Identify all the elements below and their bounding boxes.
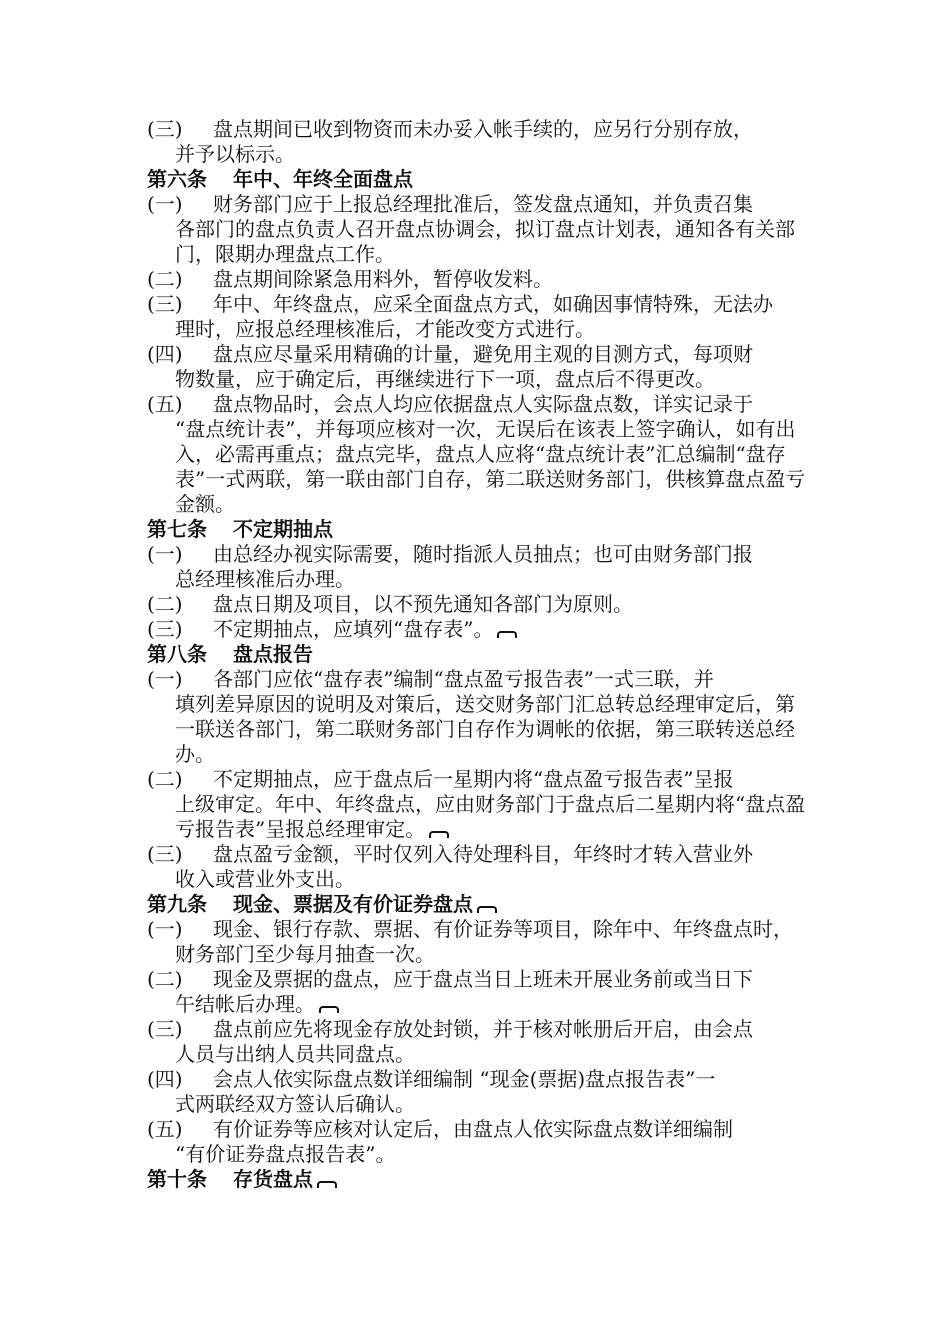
clause-first-line: [213, 1017, 807, 1042]
clause-first-line-text: 盘点前应先将现金存放处封锁，并于核对帐册后开启，由会点: [213, 1017, 753, 1041]
clause-continuation: [175, 142, 807, 167]
clause-number: (五): [147, 1117, 183, 1141]
clause-number: (二): [147, 967, 183, 991]
clause-number: (二): [147, 767, 183, 791]
clause-continuation: [175, 692, 807, 767]
clause-item: [147, 617, 807, 642]
clause-number: (二): [147, 592, 183, 616]
clause-continuation: [175, 1142, 807, 1167]
clause-text: [175, 342, 807, 392]
clause-number: (四): [147, 342, 183, 366]
clause-number: (四): [147, 1067, 183, 1091]
clause-first-line-text: 不定期抽点，应于盘点后一星期内将“盘点盈亏报告表”呈报: [213, 767, 734, 791]
clause-continuation-text: 人员与出纳人员共同盘点。: [175, 1042, 415, 1066]
clause-first-line: [213, 1117, 807, 1142]
clause-first-line: [213, 917, 807, 942]
field-mark-icon: [429, 831, 449, 838]
article-title: 年中、年终全面盘点: [233, 167, 413, 191]
clause-text: [213, 617, 807, 642]
clause-continuation-text: “有价证券盘点报告表”。: [175, 1142, 396, 1166]
clause-first-line: [213, 1067, 807, 1092]
clause-continuation: [175, 417, 807, 517]
article-heading: [147, 167, 807, 192]
clause-text: [175, 917, 807, 967]
clause-first-line: [213, 592, 807, 617]
clause-number: (一): [147, 542, 183, 566]
clause-continuation: [175, 317, 807, 342]
article-title: 不定期抽点: [233, 517, 333, 541]
article-heading: [147, 517, 807, 542]
clause-continuation: [175, 1042, 807, 1067]
clause-number: (三): [147, 617, 183, 641]
article-number: 第九条: [147, 892, 207, 916]
clause-number: (三): [147, 842, 183, 866]
clause-first-line: [213, 967, 807, 992]
clause-continuation: [175, 992, 807, 1017]
clause-text: [175, 192, 807, 267]
clause-continuation-text: 各部门的盘点负责人召开盘点协调会，拟订盘点计划表，通知各有关部门，限期办理盘点工作。: [175, 217, 795, 266]
article-title: 现金、票据及有价证券盘点: [233, 892, 473, 916]
clause-continuation-text: 并予以标示。: [175, 142, 295, 166]
clause-first-line-text: 盘点盈亏金额，平时仅列入待处理科目，年终时才转入营业外: [213, 842, 753, 866]
clause-number: (二): [147, 267, 183, 291]
article-heading: [147, 892, 807, 917]
clause-first-line: [213, 342, 807, 367]
field-mark-icon: [317, 1181, 337, 1188]
clause-first-line-text: 由总经办视实际需要，随时指派人员抽点；也可由财务部门报: [213, 542, 753, 566]
clause-number: (一): [147, 192, 183, 216]
clause-text: [175, 1067, 807, 1117]
clause-item: [147, 1117, 807, 1167]
clause-number: (三): [147, 1017, 183, 1041]
clause-item: [147, 342, 807, 392]
clause-item: [147, 917, 807, 967]
clause-first-line-text: 盘点日期及项目，以不预先通知各部门为原则。: [213, 592, 633, 616]
clause-first-line-text: 有价证券等应核对认定后，由盘点人依实际盘点数详细编制: [213, 1117, 733, 1141]
clause-text: [175, 967, 807, 1017]
clause-text: [175, 1117, 807, 1167]
clause-continuation-text: 午结帐后办理。: [175, 992, 315, 1016]
clause-first-line: [213, 117, 807, 142]
clause-text: [213, 592, 807, 617]
clause-first-line: [213, 617, 807, 642]
clause-item: [147, 1017, 807, 1067]
clause-first-line: [213, 842, 807, 867]
clause-item: [147, 842, 807, 892]
clause-continuation: [175, 567, 807, 592]
clause-item: [147, 292, 807, 342]
article-number: 第七条: [147, 517, 207, 541]
clause-first-line-text: 盘点物品时，会点人均应依据盘点人实际盘点数，详实记录于: [213, 392, 753, 416]
clause-number: (三): [147, 292, 183, 316]
clause-continuation: [175, 792, 807, 842]
clause-text: [175, 767, 807, 842]
clause-first-line: [213, 292, 807, 317]
clause-first-line-text: 年中、年终盘点，应采全面盘点方式，如确因事情特殊，无法办: [213, 292, 773, 316]
article-title: 存货盘点: [233, 1167, 313, 1191]
clause-text: [175, 842, 807, 892]
clause-text: [213, 267, 807, 292]
clause-text: [175, 117, 807, 167]
clause-first-line-text: 现金、银行存款、票据、有价证券等项目，除年中、年终盘点时，: [213, 917, 793, 941]
clause-item: [147, 767, 807, 842]
clause-continuation-text: 收入或营业外支出。: [175, 867, 355, 891]
clause-continuation-text: 财务部门至少每月抽查一次。: [175, 942, 435, 966]
clause-first-line: [213, 542, 807, 567]
clause-item: [147, 117, 807, 167]
clause-continuation-text: 上级审定。年中、年终盘点，应由财务部门于盘点后二星期内将“盘点盈亏报告表”呈报总经理审定。: [175, 792, 806, 841]
clause-continuation: [175, 867, 807, 892]
clause-continuation: [175, 217, 807, 267]
clause-continuation-text: 物数量，应于确定后，再继续进行下一项，盘点后不得更改。: [175, 367, 715, 391]
clause-number: (三): [147, 117, 183, 141]
article-title: 盘点报告: [233, 642, 313, 666]
article-heading: [147, 642, 807, 667]
clause-first-line: [213, 667, 807, 692]
clause-continuation-text: 理时，应报总经理核准后，才能改变方式进行。: [175, 317, 595, 341]
clause-text: [175, 1017, 807, 1067]
clause-number: (五): [147, 392, 183, 416]
clause-first-line: [213, 267, 807, 292]
clause-text: [175, 292, 807, 342]
clause-first-line: [213, 192, 807, 217]
clause-continuation-text: “盘点统计表”，并每项应核对一次，无误后在该表上签字确认，如有出入，必需再重点；盘点完毕，盘点人应将“盘点统计表”汇总编制“盘存表”一式两联，第一联由部门自存，第二联送财务部门，供核算盘点盈亏金额。: [175, 417, 806, 516]
clause-first-line-text: 财务部门应于上报总经理批准后，签发盘点通知，并负责召集: [213, 192, 753, 216]
article-number: 第八条: [147, 642, 207, 666]
clause-text: [175, 667, 807, 767]
document-body: [147, 117, 807, 1192]
article-number: 第十条: [147, 1167, 207, 1191]
clause-item: [147, 542, 807, 592]
clause-continuation: [175, 367, 807, 392]
clause-first-line-text: 盘点期间除紧急用料外，暂停收发料。: [213, 267, 553, 291]
clause-first-line-text: 各部门应依“盘存表”编制“盘点盈亏报告表”一式三联，并: [213, 667, 714, 691]
clause-continuation: [175, 1092, 807, 1117]
clause-text: [175, 392, 807, 517]
clause-first-line-text: 不定期抽点，应填列“盘存表”。: [213, 617, 494, 641]
clause-item: [147, 267, 807, 292]
clause-continuation-text: 填列差异原因的说明及对策后，送交财务部门汇总转总经理审定后，第一联送各部门，第二联财务部门自存作为调帐的依据，第三联转送总经办。: [175, 692, 795, 766]
clause-continuation-text: 式两联经双方签认后确认。: [175, 1092, 415, 1116]
clause-item: [147, 592, 807, 617]
clause-first-line-text: 现金及票据的盘点，应于盘点当日上班未开展业务前或当日下: [213, 967, 753, 991]
field-mark-icon: [319, 1006, 339, 1013]
clause-item: [147, 192, 807, 267]
clause-item: [147, 392, 807, 517]
article-number: 第六条: [147, 167, 207, 191]
clause-item: [147, 667, 807, 767]
field-mark-icon: [497, 631, 517, 638]
clause-item: [147, 967, 807, 1017]
clause-item: [147, 1067, 807, 1117]
clause-first-line-text: 盘点应尽量采用精确的计量，避免用主观的目测方式，每项财: [213, 342, 753, 366]
field-mark-icon: [477, 906, 497, 913]
clause-first-line-text: 盘点期间已收到物资而未办妥入帐手续的，应另行分别存放，: [213, 117, 753, 141]
article-heading: [147, 1167, 807, 1192]
clause-first-line: [213, 392, 807, 417]
clause-number: (一): [147, 917, 183, 941]
clause-number: (一): [147, 667, 183, 691]
clause-continuation-text: 总经理核准后办理。: [175, 567, 355, 591]
clause-text: [175, 542, 807, 592]
clause-continuation: [175, 942, 807, 967]
clause-first-line: [213, 767, 807, 792]
clause-first-line-text: 会点人依实际盘点数详细编制 “现金(票据)盘点报告表”一: [213, 1067, 716, 1091]
